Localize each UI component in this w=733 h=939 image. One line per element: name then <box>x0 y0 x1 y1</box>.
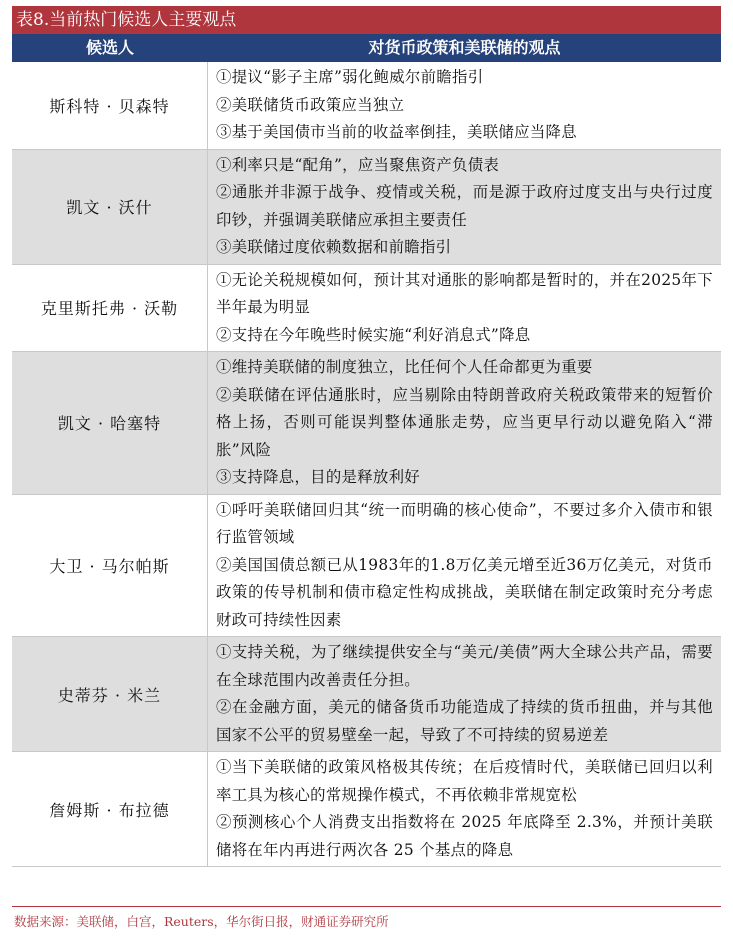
view-point: ③支持降息，目的是释放利好 <box>216 468 420 486</box>
header-candidate: 候选人 <box>85 38 134 57</box>
candidate-views <box>208 495 721 637</box>
candidate-name: 詹姆斯 · 布拉德 <box>12 752 208 866</box>
view-point: ②在金融方面，美元的储备货币功能造成了持续的货币扭曲，并与其他国家不公平的贸易壁垒一起，导致了不可持续的贸易逆差 <box>216 698 713 744</box>
candidates-table <box>12 62 721 867</box>
view-point: ①无论关税规模如何，预计其对通胀的影响都是暂时的，并在2025年下半年最为明显 <box>216 270 713 316</box>
candidate-views <box>208 352 721 494</box>
table-header <box>12 34 721 62</box>
candidate-name: 史蒂芬 · 米兰 <box>12 637 208 751</box>
view-point: ①呼吁美联储回归其“统一而明确的核心使命”，不要过多介入债市和银行监管领域 <box>216 500 713 546</box>
header-views: 对货币政策和美联储的观点 <box>368 38 561 57</box>
footer-divider <box>12 906 721 907</box>
candidate-name: 凯文 · 哈塞特 <box>12 352 208 494</box>
view-point: ①维持美联储的制度独立，比任何个人任命都更为重要 <box>216 358 593 376</box>
candidate-views <box>208 637 721 751</box>
table-row <box>12 637 721 752</box>
candidate-name: 斯科特 · 贝森特 <box>12 62 208 149</box>
table-row <box>12 265 721 353</box>
view-point: ②通胀并非源于战争、疫情或关税，而是源于政府过度支出与央行过度印钞，并强调美联储应承担主要责任 <box>216 183 713 229</box>
candidate-views <box>208 150 721 264</box>
candidate-views <box>208 62 721 149</box>
view-point: ①利率只是“配角”，应当聚焦资产负债表 <box>216 155 500 174</box>
view-point: ①当下美联储的政策风格极其传统；在后疫情时代，美联储已回归以利率工具为核心的常规操作模式，不再依赖非常规宽松 <box>216 758 713 804</box>
view-point: ①支持关税，为了继续提供安全与“美元/美债”两大全球公共产品，需要在全球范围内改善责任分担。 <box>216 643 713 689</box>
candidate-name: 大卫 · 马尔帕斯 <box>12 495 208 637</box>
view-point: ②支持在今年晚些时候实施“利好消息式”降息 <box>216 325 531 344</box>
table-row <box>12 352 721 495</box>
candidate-views <box>208 265 721 352</box>
view-point: ②美国国债总额已从1983年的1.8万亿美元增至近36万亿美元，对货币政策的传导机制和债市稳定性构成挑战，美联储在制定政策时充分考虑财政可持续性因素 <box>216 555 713 629</box>
candidate-name: 凯文 · 沃什 <box>12 150 208 264</box>
view-point: ③美联储过度依赖数据和前瞻指引 <box>216 238 452 256</box>
view-point: ②预测核心个人消费支出指数将在 2025 年底降至 2.3%，并预计美联储将在年内再进行两次各 25 个基点的降息 <box>216 813 713 859</box>
view-point: ②美联储在评估通胀时，应当剔除由特朗普政府关税政策带来的短暂价格上扬，否则可能误判整体通胀走势，应当更早行动以避免陷入“滞胀”风险 <box>216 385 713 459</box>
candidate-name: 克里斯托弗 · 沃勒 <box>12 265 208 352</box>
table-row <box>12 62 721 150</box>
view-point: ②美联储货币政策应当独立 <box>216 95 405 114</box>
table-title: 表8.当前热门候选人主要观点 <box>12 6 721 34</box>
candidate-views <box>208 752 721 866</box>
table-row <box>12 752 721 867</box>
data-source: 数据来源：美联储，白宫，Reuters，华尔街日报，财通证券研究所 <box>14 914 389 929</box>
view-point: ③基于美国债市当前的收益率倒挂，美联储应当降息 <box>216 123 577 141</box>
table-row <box>12 150 721 265</box>
table-row <box>12 495 721 638</box>
view-point: ①提议“影子主席”弱化鲍威尔前瞻指引 <box>216 68 484 86</box>
